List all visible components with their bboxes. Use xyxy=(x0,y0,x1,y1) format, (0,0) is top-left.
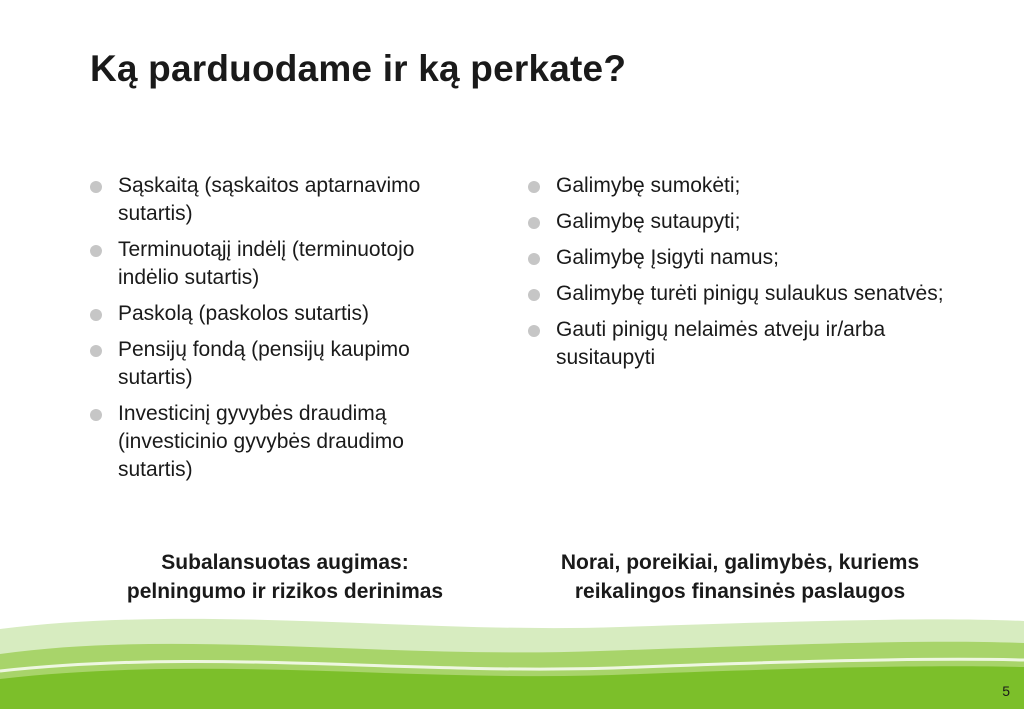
list-item xyxy=(528,316,948,372)
list-item xyxy=(90,172,470,228)
list-item xyxy=(90,400,470,484)
bullet-icon xyxy=(90,181,102,193)
list-item xyxy=(90,300,470,328)
bullet-icon xyxy=(90,409,102,421)
bullet-icon xyxy=(90,245,102,257)
list-item-text: Galimybę Įsigyti namus; xyxy=(556,246,779,269)
list-item-text: Galimybę sumokėti; xyxy=(556,174,741,197)
list-item xyxy=(90,336,470,392)
list-item-text: Pensijų fondą (pensijų kaupimo sutartis) xyxy=(118,338,410,389)
right-summary xyxy=(520,548,960,606)
right-bullet-list xyxy=(528,172,948,380)
list-item-text: Investicinį gyvybės draudimą (investicinio gyvybės draudimo sutartis) xyxy=(118,402,404,481)
bullet-icon xyxy=(528,217,540,229)
left-bullet-list xyxy=(90,172,470,492)
list-item xyxy=(528,208,948,236)
list-item xyxy=(90,236,470,292)
slide-title: Ką parduodame ir ką perkate? xyxy=(90,48,627,89)
list-item-text: Galimybę sutaupyti; xyxy=(556,210,741,233)
list-item xyxy=(528,280,948,308)
bullet-icon xyxy=(528,253,540,265)
left-summary-line-2: pelningumo ir rizikos derinimas xyxy=(126,580,444,603)
list-item-text: Galimybę turėti pinigų sulaukus senatvės; xyxy=(556,282,944,305)
bullet-icon xyxy=(528,181,540,193)
right-summary-line-1: Norai, poreikiai, galimybės, kuriems xyxy=(560,551,920,574)
bullet-icon xyxy=(90,345,102,357)
bullet-icon xyxy=(528,289,540,301)
left-summary xyxy=(80,548,490,606)
left-summary-line-1: Subalansuotas augimas: xyxy=(161,551,409,574)
right-summary-line-2: reikalingos finansinės paslaugos xyxy=(574,580,906,603)
green-wave-decoration xyxy=(0,599,1024,709)
list-item xyxy=(528,244,948,272)
bullet-icon xyxy=(528,325,540,337)
list-item-text: Paskolą (paskolos sutartis) xyxy=(118,302,369,325)
list-item-text: Terminuotąjį indėlį (terminuotojo indėlio sutartis) xyxy=(118,238,415,289)
bullet-icon xyxy=(90,309,102,321)
list-item-text: Sąskaitą (sąskaitos aptarnavimo sutartis) xyxy=(118,174,421,225)
list-item-text: Gauti pinigų nelaimės atveju ir/arba susitaupyti xyxy=(556,318,886,369)
page-number: 5 xyxy=(1002,683,1010,699)
list-item xyxy=(528,172,948,200)
